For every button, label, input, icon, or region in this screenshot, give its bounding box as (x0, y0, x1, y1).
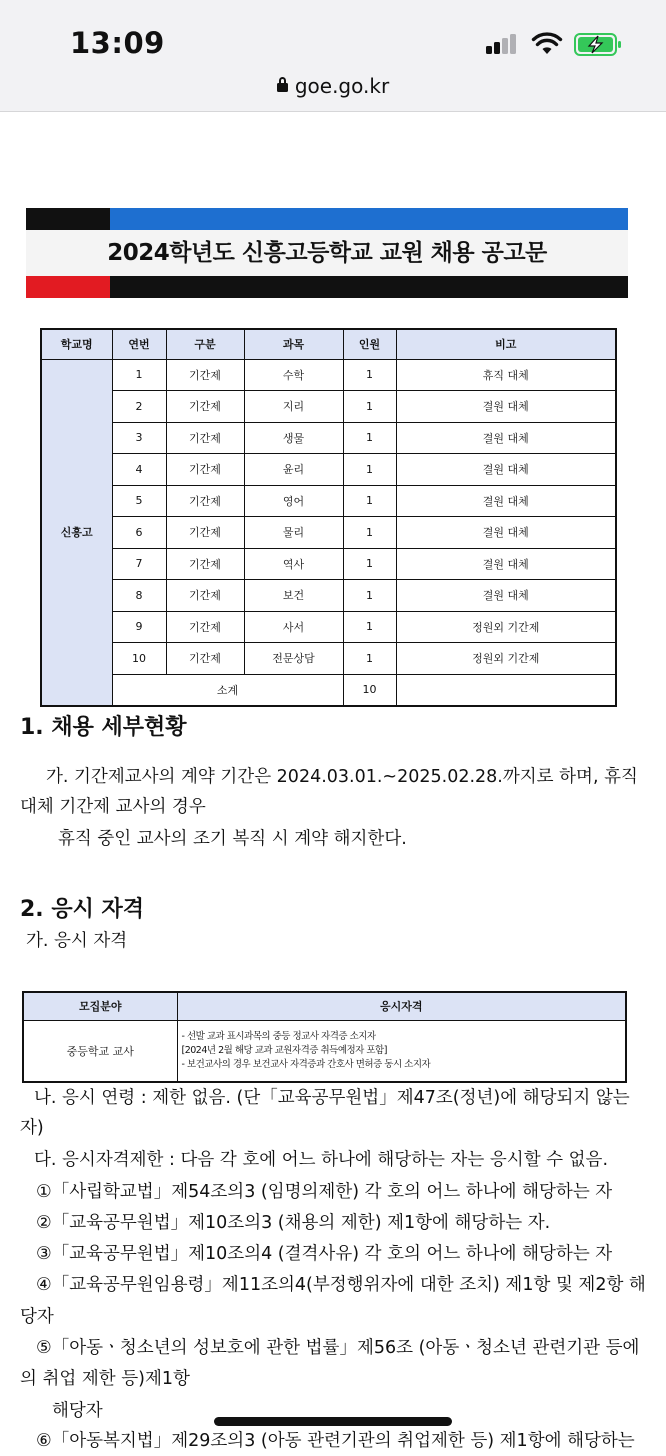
cell-number: 7 (112, 548, 166, 580)
cell-note: 결원 대체 (396, 548, 616, 580)
table-row (23, 1020, 626, 1082)
table-header-row (23, 992, 626, 1020)
cell-count: 1 (343, 391, 396, 423)
cell-subject: 수학 (244, 359, 343, 391)
section1-line2: 대체 기간제 교사의 경우 (20, 797, 206, 817)
cell-qualifications (177, 1020, 626, 1082)
section1-heading: 1. 채용 세부현황 (20, 715, 187, 740)
header-school: 학교명 (41, 329, 112, 359)
cell-type: 기간제 (166, 454, 244, 486)
restriction-item-1: ①「사립학교법」제54조의3 (임명의제한) 각 호의 어느 하나에 해당하는 자 (36, 1182, 613, 1202)
announcement-banner (26, 208, 628, 290)
cell-type: 기간제 (166, 580, 244, 612)
qualification-line: [2024년 2월 해당 교과 교원자격증 취득예정자 포함] (181, 1044, 387, 1056)
header-subject: 과목 (244, 329, 343, 359)
cell-number: 2 (112, 391, 166, 423)
home-indicator[interactable] (214, 1417, 452, 1426)
restriction-item-5a: ⑤「아동ㆍ청소년의 성보호에 관한 법률」제56조 (아동ㆍ청소년 관련기관 등에 (36, 1338, 640, 1358)
cell-type: 기간제 (166, 391, 244, 423)
table-row (41, 359, 616, 391)
cell-type: 기간제 (166, 517, 244, 549)
cell-number: 10 (112, 643, 166, 675)
cell-subject: 전문상담 (244, 643, 343, 675)
cell-subject: 윤리 (244, 454, 343, 486)
subtotal-value: 10 (343, 674, 396, 706)
header-type: 구분 (166, 329, 244, 359)
section2-heading: 2. 응시 자격 (20, 897, 144, 922)
cell-type: 기간제 (166, 611, 244, 643)
subtotal-note (396, 674, 616, 706)
cell-number: 6 (112, 517, 166, 549)
cell-number: 1 (112, 359, 166, 391)
lock-icon (277, 83, 288, 92)
qualification-line: - 보건교사의 경우 보건교사 자격증과 간호사 면허증 동시 소지자 (181, 1058, 431, 1070)
cell-number: 8 (112, 580, 166, 612)
header-qualification: 응시자격 (177, 992, 626, 1020)
cell-number: 5 (112, 485, 166, 517)
banner-title: 2024학년도 신흥고등학교 교원 채용 공고문 (26, 230, 628, 276)
cell-count: 1 (343, 517, 396, 549)
cell-number: 3 (112, 422, 166, 454)
cell-subject: 보건 (244, 580, 343, 612)
cell-type: 기간제 (166, 643, 244, 675)
cell-type: 기간제 (166, 422, 244, 454)
restriction-item-5c: 해당자 (52, 1401, 103, 1421)
url-text: goe.go.kr (294, 74, 390, 98)
cell-count: 1 (343, 643, 396, 675)
cell-type: 기간제 (166, 485, 244, 517)
header-field: 모집분야 (23, 992, 177, 1020)
battery-charging-icon (574, 33, 622, 56)
cell-number: 9 (112, 611, 166, 643)
section1-line3: 휴직 중인 교사의 조기 복직 시 계약 해지한다. (58, 829, 407, 849)
table-header-row (41, 329, 616, 359)
restriction-item-6: ⑥「아동복지법」제29조의3 (아동 관련기관의 취업제한 등) 제1항에 해당하는 (36, 1431, 635, 1451)
cell-number: 4 (112, 454, 166, 486)
cell-count: 1 (343, 611, 396, 643)
cell-note: 휴직 대체 (396, 359, 616, 391)
cell-count: 1 (343, 485, 396, 517)
header-note: 비고 (396, 329, 616, 359)
header-number: 연번 (112, 329, 166, 359)
cell-subject: 영어 (244, 485, 343, 517)
cell-count: 1 (343, 580, 396, 612)
status-time: 13:09 (70, 26, 165, 60)
cell-subject: 역사 (244, 548, 343, 580)
cell-type: 기간제 (166, 359, 244, 391)
cell-note: 결원 대체 (396, 422, 616, 454)
table-row (41, 643, 616, 675)
table-row (41, 517, 616, 549)
cell-note: 결원 대체 (396, 454, 616, 486)
restriction-item-2: ②「교육공무원법」제10조의3 (채용의 제한) 제1항에 해당하는 자. (36, 1213, 551, 1233)
cell-note: 결원 대체 (396, 517, 616, 549)
school-name-cell: 신흥고 (41, 359, 112, 706)
address-bar[interactable] (0, 74, 666, 98)
restriction-item-3: ③「교육공무원법」제10조의4 (결격사유) 각 호의 어느 하나에 해당하는 자 (36, 1244, 613, 1264)
cell-count: 1 (343, 548, 396, 580)
cell-note: 정원외 기간제 (396, 643, 616, 675)
browser-top-bar (0, 0, 666, 112)
restriction-item-4a: ④「교육공무원임용령」제11조의4(부정행위자에 대한 조치) 제1항 및 제2항 해 (36, 1275, 646, 1295)
recruitment-table (40, 328, 617, 707)
wifi-icon (532, 32, 562, 56)
cell-subject: 물리 (244, 517, 343, 549)
cell-note: 결원 대체 (396, 580, 616, 612)
table-row (41, 485, 616, 517)
age-line2: 자) (20, 1118, 44, 1138)
cell-note: 결원 대체 (396, 485, 616, 517)
cell-subject: 지리 (244, 391, 343, 423)
cellular-signal-icon (486, 34, 520, 54)
age-line1: 나. 응시 연령 : 제한 없음. (단「교육공무원법」제47조(정년)에 해당되지 않는 (34, 1088, 630, 1108)
cell-note: 정원외 기간제 (396, 611, 616, 643)
cell-count: 1 (343, 454, 396, 486)
table-row (41, 580, 616, 612)
cell-field: 중등학교 교사 (23, 1020, 177, 1082)
header-count: 인원 (343, 329, 396, 359)
section2-sub: 가. 응시 자격 (26, 931, 128, 951)
qualification-line: - 선발 교과 표시과목의 중등 정교사 자격증 소지자 (181, 1030, 376, 1042)
cell-subject: 사서 (244, 611, 343, 643)
table-row (41, 548, 616, 580)
table-row (41, 391, 616, 423)
restriction-line: 다. 응시자격제한 : 다음 각 호에 어느 하나에 해당하는 자는 응시할 수 없음. (34, 1150, 609, 1170)
table-row (41, 422, 616, 454)
table-row (41, 454, 616, 486)
subtotal-row (41, 674, 616, 706)
qualification-table (22, 991, 627, 1083)
section1-line1: 가. 기간제교사의 계약 기간은 2024.03.01.~2025.02.28.까지로 하며, 휴직 (46, 767, 638, 787)
cell-count: 1 (343, 359, 396, 391)
restriction-item-5b: 의 취업 제한 등)제1항 (20, 1369, 190, 1389)
cell-count: 1 (343, 422, 396, 454)
table-row (41, 611, 616, 643)
cell-note: 결원 대체 (396, 391, 616, 423)
cell-subject: 생물 (244, 422, 343, 454)
cell-type: 기간제 (166, 548, 244, 580)
restriction-item-4b: 당자 (20, 1307, 54, 1327)
subtotal-label: 소계 (112, 674, 343, 706)
